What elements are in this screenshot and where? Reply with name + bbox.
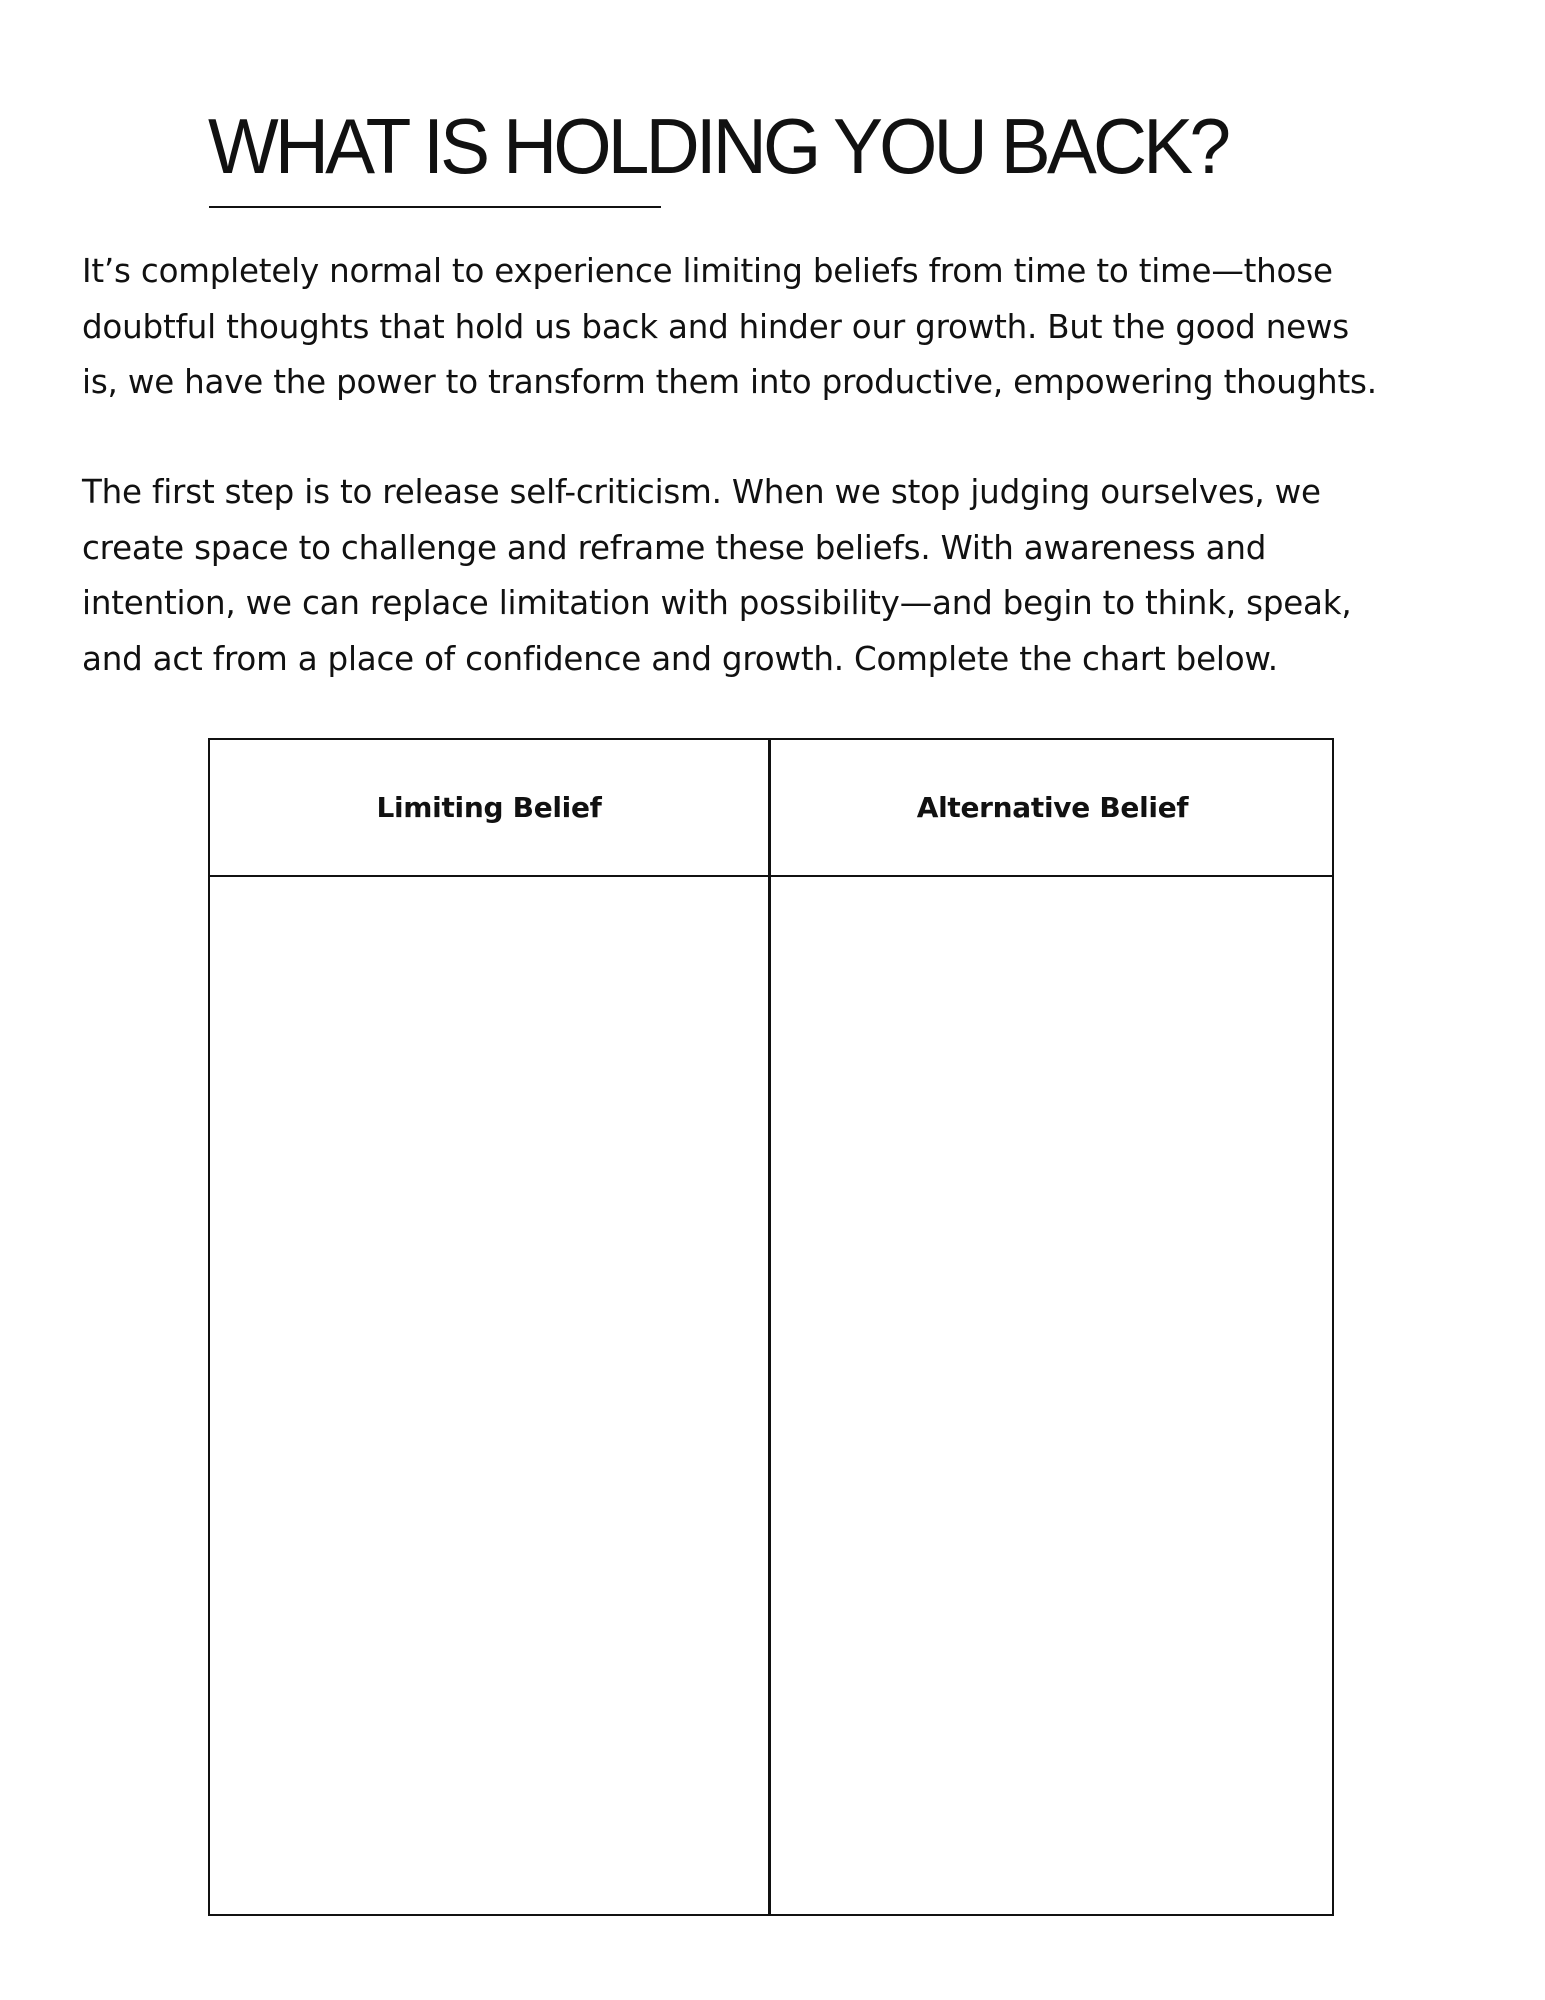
paragraph-line: is, we have the power to transform them into productive, empowering thoughts.	[82, 363, 1377, 401]
paragraph-line: doubtful thoughts that hold us back and hinder our growth. But the good news	[82, 307, 1350, 346]
paragraph-line: It’s completely normal to experience limiting beliefs from time to time—those	[82, 252, 1333, 290]
limiting-belief-input[interactable]	[210, 877, 768, 1914]
belief-chart	[208, 738, 1334, 1916]
paragraph-line: create space to challenge and reframe these beliefs. With awareness and	[82, 528, 1267, 567]
limiting-belief-header: Limiting Belief	[376, 790, 602, 824]
alternative-belief-header: Alternative Belief	[916, 790, 1189, 824]
paragraph-line: intention, we can replace limitation with possibility—and begin to think, speak,	[82, 584, 1352, 622]
paragraph-line: The first step is to release self-criticism. When we stop judging ourselves, we	[82, 473, 1321, 511]
paragraph-line: and act from a place of confidence and growth. Complete the chart below.	[82, 639, 1278, 678]
page-title: WHAT IS HOLDING YOU BACK?	[208, 102, 1228, 190]
instructions-paragraph	[82, 465, 1492, 687]
intro-paragraph	[82, 244, 1492, 411]
title-underline	[209, 206, 661, 208]
alternative-belief-input[interactable]	[771, 877, 1331, 1914]
